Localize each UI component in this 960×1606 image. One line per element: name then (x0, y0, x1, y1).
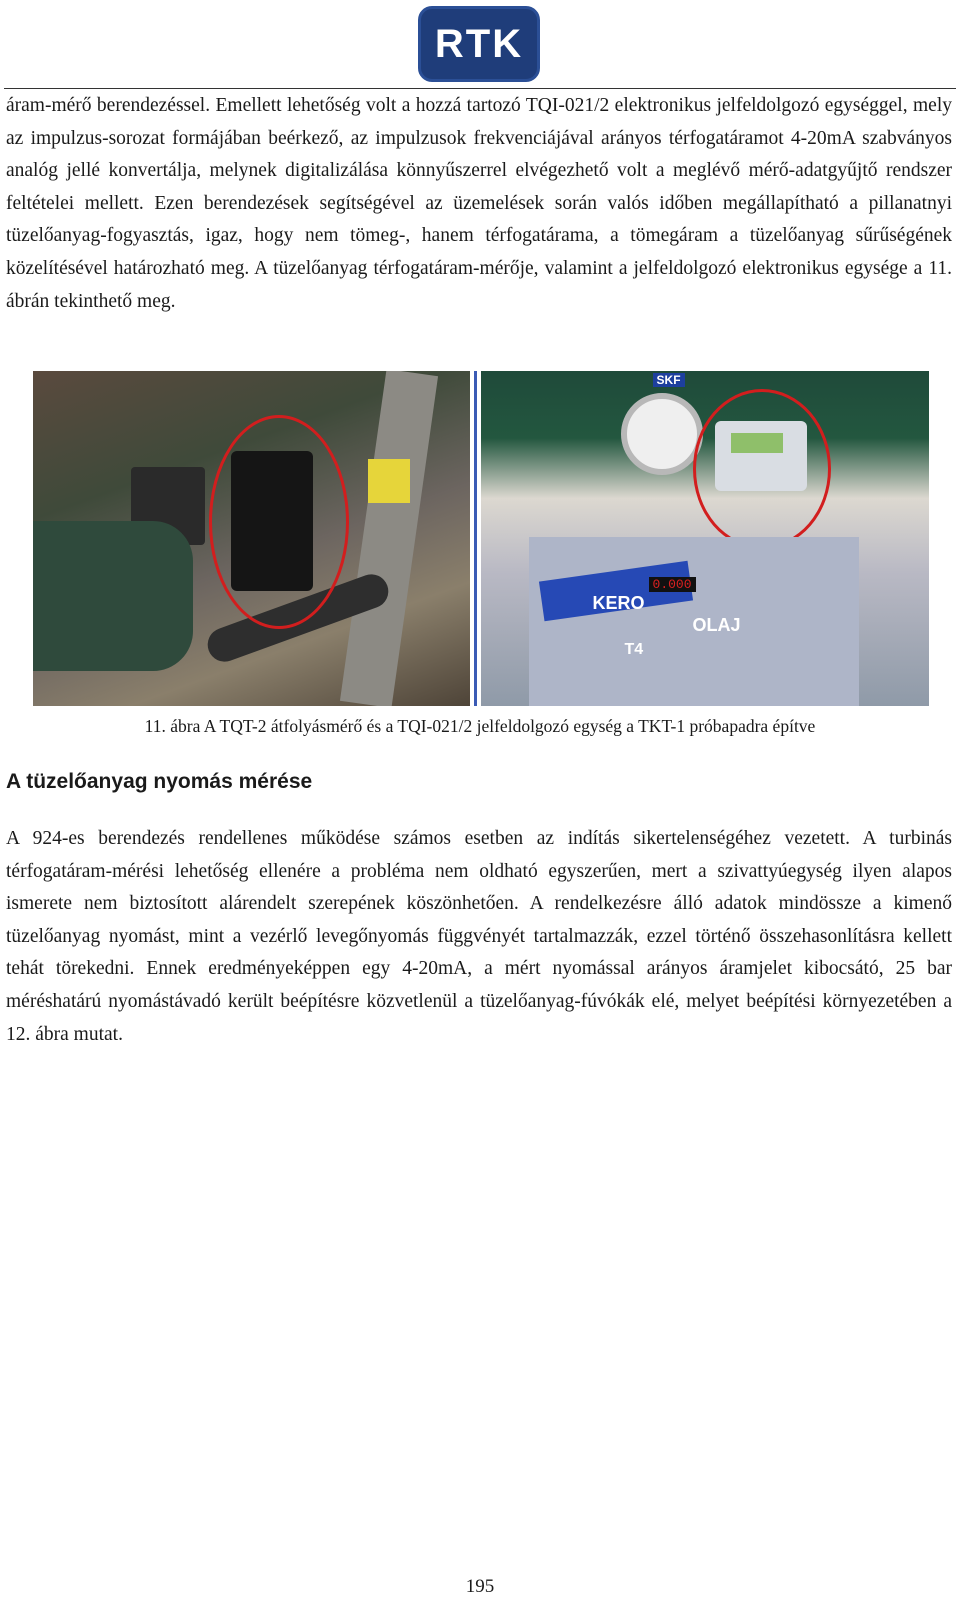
rtk-logo (418, 6, 540, 82)
highlight-circle (209, 415, 349, 629)
label-skf: SKF (653, 373, 685, 387)
label-olaj: OLAJ (692, 615, 741, 635)
photo-flowmeter (33, 371, 470, 706)
figure-11 (33, 371, 929, 706)
header-rule (4, 88, 956, 89)
body-paragraph-2: A 924-es berendezés rendellenes működése számos esetben az indítás sikertelenségéhez vezetett. A turbinás térfogatáram-mérési lehetőség ellenére a probléma nem oldható egyszerűen, mert a szivattyúegység ilyen alapos ismerete nem biztosított alárendelt szerepének köszönhetően. A rendelkezésre álló adatok mindössze a kimenő tüzelőanyag nyomást, mint a vezérlő levegőnyomás függvényét tartalmazzák, ezzel történő összehasonlításra kellett tehát törekedni. Ennek eredményeképpen egy 4-20mA, a mért nyomással arányos áramjelet kibocsátó, 25 bar méréshatárú nyomástávadó került beépítésre közvetlenül a tüzelőanyag-fúvókák elé, melyet beépítési környezetében a 12. ábra mutat. (6, 828, 952, 1045)
photo-divider (474, 371, 477, 706)
photo-control-panel (481, 371, 929, 706)
body-paragraph-1: áram-mérő berendezéssel. Emellett lehetőség volt a hozzá tartozó TQI-021/2 elektronikus jelfeldolgozó egységgel, mely az impulzus-sorozat formájában beérkező, az impulzusok frekvenciájával arányos térfogatáramot 4-20mA szabványos analóg jellé konvertálja, melynek digitalizálása könnyűszerrel elvégezhető volt a meglévő mérő-adatgyűjtő rendszer feltételei mellett. Ezen berendezések segítségével az üzemelések során valós időben megállapítható a pillanatnyi tüzelőanyag-fogyasztás, igaz, hogy nem tömeg-, hanem térfogatárama, a tömegáram a tüzelőanyag sűrűségének közelítésével határozható meg. A tüzelőanyag térfogatáram-mérője, valamint a jelfeldolgozó elektronikus egysége a 11. ábrán tekinthető meg. (6, 95, 952, 312)
section-heading: A tüzelőanyag nyomás mérése (6, 770, 313, 793)
label-t4: T4 (624, 641, 644, 658)
highlight-circle (693, 389, 831, 549)
pipe-shape (340, 371, 438, 706)
label-kero: KERO (592, 593, 645, 613)
yellow-tape (368, 459, 410, 503)
page-number: 195 (465, 1576, 495, 1597)
panel-display: 0.000 (649, 577, 696, 592)
tank-shape (33, 521, 193, 671)
pressure-gauge (621, 393, 703, 475)
figure-caption: 11. ábra A TQT-2 átfolyásmérő és a TQI-021/2 jelfeldolgozó egység a TKT-1 próbapadra építve (144, 716, 816, 736)
logo-text: RTK (434, 21, 524, 66)
